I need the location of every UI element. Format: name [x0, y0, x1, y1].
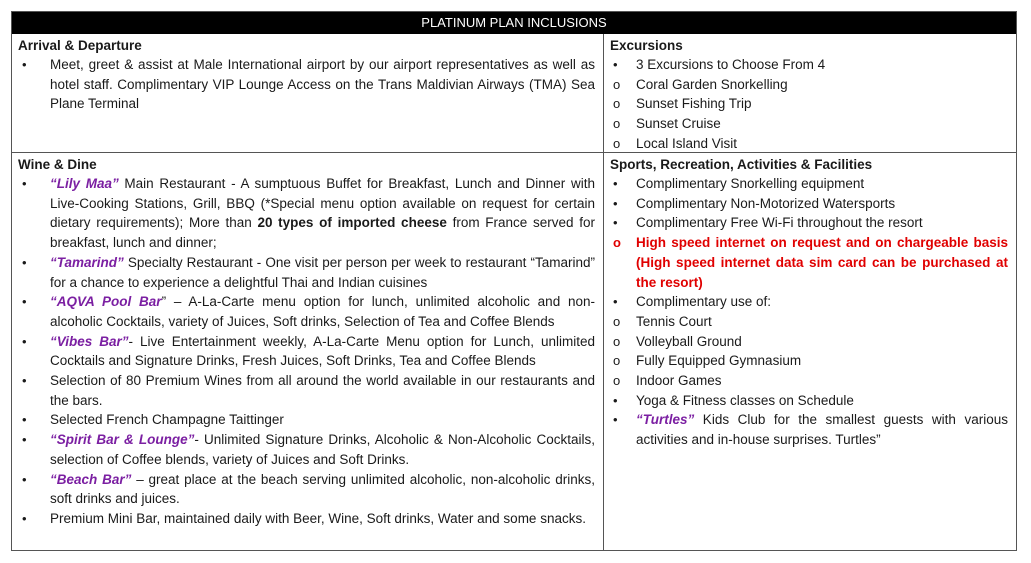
list-item: • “AQVA Pool Bar” – A-La-Carte menu option for lunch, unlimited alcoholic and non-alcoholic Cocktails, variety of Juices, Soft drinks, Selection of Tea and Coffee Blends	[22, 294, 595, 329]
list-item: o Indoor Games	[604, 371, 1018, 391]
arrival-list	[12, 55, 603, 114]
venue-name: “Turtles”	[636, 412, 695, 428]
arrival-heading: Arrival & Departure	[18, 38, 142, 53]
excursions-list	[604, 55, 1018, 152]
list-item: o Fully Equipped Gymnasium	[604, 351, 1018, 371]
bullet-icon: •	[613, 392, 618, 408]
list-item: • Selected French Champagne Taittinger	[12, 410, 603, 430]
bullet-icon: •	[613, 412, 618, 428]
circle-bullet-icon: o	[613, 235, 621, 251]
list-item: • Complimentary use of:	[604, 292, 1018, 312]
list-item: o Tennis Court	[604, 312, 1018, 332]
bullet-icon: •	[22, 373, 27, 389]
circle-bullet-icon: o	[613, 96, 621, 112]
list-item: • “Vibes Bar”- Live Entertainment weekly, A-La-Carte Menu option for Lunch, unlimited Cocktails and Signature Drinks, Fresh Juices, Soft Drinks, Tea and Coffee Blends	[22, 333, 595, 369]
sports-heading: Sports, Recreation, Activities & Facilities	[610, 157, 873, 172]
inclusions-table	[11, 11, 1017, 551]
wine-heading: Wine & Dine	[18, 157, 97, 172]
wine-list	[12, 174, 603, 529]
arrival-item-text: Meet, greet & assist at Male International airport by our airport representatives as well as hotel staff. Complimentary VIP Lounge Access on the Trans Maldivian Airways (TMA) Sea Plane Terminal	[50, 57, 595, 112]
bullet-icon: •	[613, 294, 618, 310]
list-item: o Local Island Visit	[604, 134, 1018, 152]
list-item: • Yoga & Fitness classes on Schedule	[604, 391, 1018, 411]
list-item: o Sunset Cruise	[604, 114, 1018, 134]
venue-name: “Tamarind”	[50, 254, 124, 270]
venue-name: “Spirit Bar & Lounge”	[50, 432, 195, 448]
excursions-cell	[604, 34, 1018, 152]
list-item: • “Beach Bar” – great place at the beach serving unlimited alcoholic, non-alcoholic drinks, soft drinks and juices.	[22, 471, 595, 507]
list-item: • Premium Mini Bar, maintained daily with Beer, Wine, Soft drinks, Water and some snacks.	[12, 509, 603, 529]
list-item: • 3 Excursions to Choose From 4	[604, 55, 1018, 75]
arrival-departure-cell	[12, 34, 603, 152]
list-item: • “Spirit Bar & Lounge”- Unlimited Signature Drinks, Alcoholic & Non-Alcoholic Cocktails, selection of Coffee blends, variety of Juices and Soft Drinks.	[22, 432, 595, 467]
list-item: • Selection of 80 Premium Wines from all around the world available in our restaurants and the bars.	[22, 373, 595, 408]
sports-cell	[604, 153, 1018, 550]
list-item: • Complimentary Free Wi-Fi throughout the resort	[604, 213, 1018, 233]
bullet-icon: •	[22, 510, 27, 526]
table-title: PLATINUM PLAN INCLUSIONS	[12, 12, 1016, 34]
excursions-heading: Excursions	[610, 38, 683, 53]
venue-name: “Lily Maa”	[50, 176, 119, 191]
circle-bullet-icon: o	[613, 353, 621, 369]
bullet-icon: •	[613, 215, 618, 231]
circle-bullet-icon: o	[613, 116, 621, 132]
list-item: o Volleyball Ground	[604, 332, 1018, 352]
circle-bullet-icon: o	[613, 313, 621, 329]
bullet-icon: •	[613, 195, 618, 211]
venue-name: “Beach Bar”	[50, 471, 132, 487]
bullet-icon: •	[22, 294, 27, 310]
sports-list	[604, 174, 1018, 450]
list-item: • Complimentary Non-Motorized Watersports	[604, 194, 1018, 214]
bullet-icon: •	[22, 471, 27, 487]
highlight-text: 20 types of imported cheese	[257, 215, 447, 231]
bullet-icon: •	[22, 176, 27, 191]
list-item: o Sunset Fishing Trip	[604, 94, 1018, 114]
list-item: • “Tamarind” Specialty Restaurant - One visit per person per week to restaurant “Tamarind” for a chance to experience a delightful Thai and Indian cuisines	[22, 254, 595, 290]
bullet-icon: •	[22, 333, 27, 349]
list-item	[604, 233, 1018, 292]
circle-bullet-icon: o	[613, 135, 621, 151]
circle-bullet-icon: o	[613, 373, 621, 389]
venue-name: “Vibes Bar”	[50, 333, 129, 349]
circle-bullet-icon: o	[613, 333, 621, 349]
circle-bullet-icon: o	[613, 76, 621, 92]
bullet-icon: •	[613, 176, 618, 191]
bullet-icon: •	[22, 57, 27, 72]
venue-name: “AQVA Pool Bar	[50, 294, 162, 310]
list-item	[12, 55, 603, 114]
wine-dine-cell	[12, 153, 603, 550]
list-item: • Complimentary Snorkelling equipment	[604, 174, 1018, 194]
bullet-icon: •	[22, 412, 27, 428]
list-item: • “Lily Maa” Main Restaurant - A sumptuous Buffet for Breakfast, Lunch and Dinner with Live-Cooking Stations, Grill, BBQ (*Special menu option available on request for certain dietary requirements); More than 20 types of imported cheese from France served for breakfast, lunch and dinner;	[22, 176, 595, 251]
list-item: o Coral Garden Snorkelling	[604, 75, 1018, 95]
bullet-icon: •	[22, 432, 27, 448]
highlight-text: High speed internet on request and on chargeable basis (High speed internet data sim card can be purchased at the resort)	[636, 235, 1008, 290]
list-item: • “Turtles” Kids Club for the smallest guests with various activities and in-house surprises. Turtles”	[613, 412, 1008, 448]
bullet-icon: •	[22, 254, 27, 270]
bullet-icon: •	[613, 57, 618, 72]
